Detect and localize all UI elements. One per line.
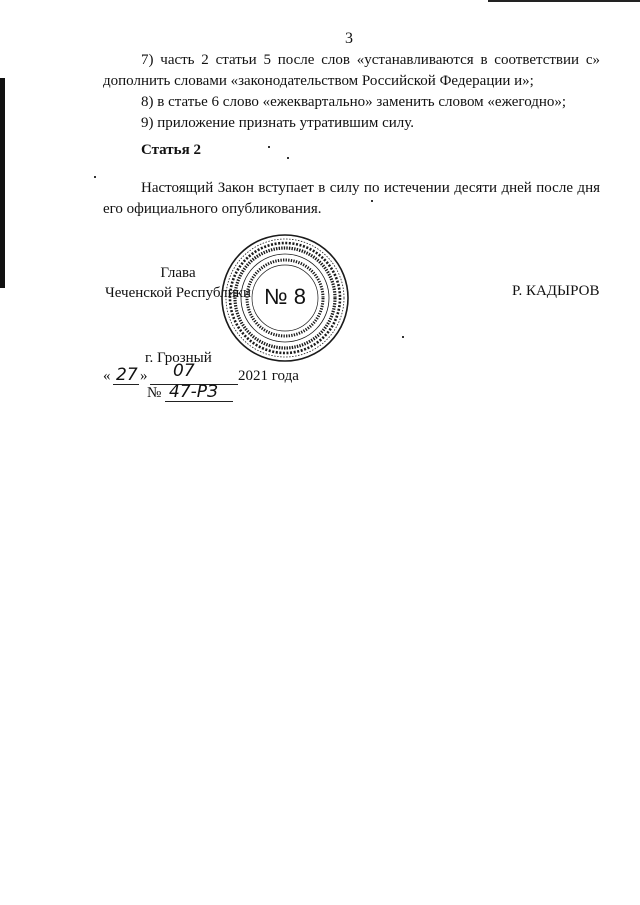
scan-speck <box>371 200 373 202</box>
official-seal <box>219 232 351 364</box>
date-quote-open: « <box>103 368 111 384</box>
article-2-heading: Статья 2 <box>141 142 201 158</box>
law-number-handwritten: 47-РЗ <box>169 382 218 402</box>
scan-speck <box>287 157 289 159</box>
signatory-name: Р. КАДЫРОВ <box>512 283 600 299</box>
seal-number: № 8 <box>264 284 306 309</box>
date-day-handwritten: 27 <box>116 365 138 385</box>
scan-speck <box>402 336 404 338</box>
page-number: 3 <box>345 30 353 47</box>
signatory-title-line-1: Глава <box>160 265 196 281</box>
city: г. Грозный <box>145 350 212 366</box>
list-item-8: 8) в статье 6 слово «ежеквартально» заменить словом «ежегодно»; <box>141 94 567 110</box>
date-year: 2021 года <box>238 368 299 384</box>
scan-left-edge-mark <box>0 78 5 288</box>
signatory-title-line-2: Чеченской Республики <box>105 285 251 301</box>
list-item-7: 7) часть 2 статьи 5 после слов «устанавливаются в соответствии с» дополнить словами «законодательством Российской Федерации и»; <box>103 52 600 89</box>
article-2-text: Настоящий Закон вступает в силу по истечении десяти дней после дня его официального опубликования. <box>103 180 600 217</box>
scan-speck <box>94 176 96 178</box>
date-month-handwritten: 07 <box>173 361 195 381</box>
law-number-sign: № <box>147 385 162 401</box>
scan-speck <box>268 146 270 148</box>
law-number-underline <box>165 401 233 402</box>
date-day-underline <box>113 384 139 385</box>
law-number <box>147 382 267 407</box>
list-item-9: 9) приложение признать утратившим силу. <box>141 115 415 131</box>
top-edge-rule <box>488 0 640 2</box>
date-quote-close: » <box>140 368 148 384</box>
